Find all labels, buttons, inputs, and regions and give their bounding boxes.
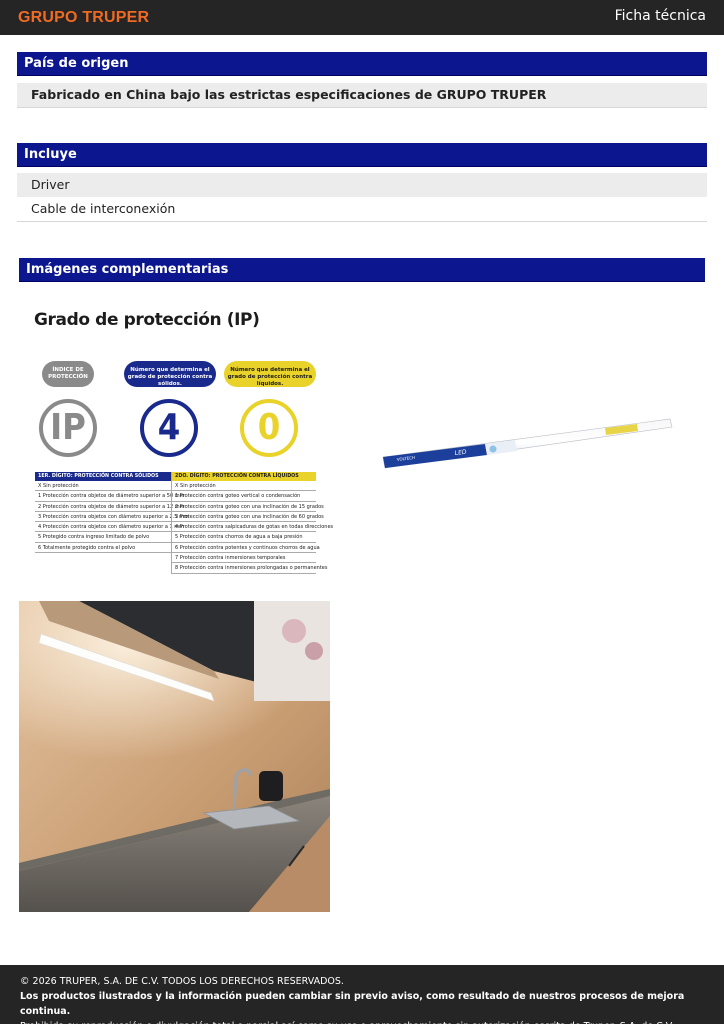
table-row: X Sin protección [35, 481, 171, 491]
table-row: 5 Protección contra chorros de agua a baja presión [172, 532, 316, 542]
solids-table-header: 1ER. DÍGITO: PROTECCIÓN CONTRA SÓLIDOS [35, 472, 171, 481]
table-row: 8 Protección contra inmersiones prolongadas o permanentes [172, 563, 316, 573]
section-title-images: Imágenes complementarias [19, 258, 705, 282]
product-brand-label: VOLTECH [396, 454, 416, 462]
table-row: 2 Protección contra goteo con una inclinación de 15 grados [172, 502, 316, 512]
circle-solid-digit: 4 [140, 399, 198, 457]
circle-liquid-digit: 0 [240, 399, 298, 457]
footer-copyright: © 2026 TRUPER, S.A. DE C.V. TODOS LOS DERECHOS RESERVADOS. [20, 976, 344, 987]
liquids-table [171, 472, 334, 574]
table-row: 6 Protección contra potentes y continuos chorros de agua [172, 543, 316, 553]
table-row: 3 Protección contra objetos con diámetro superior a 2.5 mm [35, 512, 171, 522]
includes-row-cable: Cable de interconexión [31, 201, 176, 216]
circle-ip: IP [39, 399, 97, 457]
top-header [0, 0, 724, 35]
divider [17, 221, 707, 222]
pill-solids: Número que determina el grado de protección contra sólidos. [124, 361, 216, 387]
pill-liquids: Número que determina el grado de protección contra líquidos. [224, 361, 316, 387]
liquids-table-header: 2DO. DÍGITO: PROTECCIÓN CONTRA LÍQUIDOS [172, 472, 316, 481]
led-tube-package-illustration [375, 405, 680, 480]
pill-index: ÍNDICE DE PROTECCIÓN [42, 361, 94, 387]
solids-table [35, 472, 189, 553]
kitchen-installation-photo [19, 601, 330, 912]
page-footer [0, 965, 724, 1032]
section-title-includes: Incluye [17, 143, 707, 167]
divider [17, 107, 707, 108]
table-row: 7 Protección contra inmersiones temporales [172, 553, 316, 563]
table-row: X Sin protección [172, 481, 316, 491]
table-row: 1 Protección contra objetos de diámetro superior a 50 mm [35, 491, 171, 501]
section-title-origin: País de origen [17, 52, 707, 76]
origin-row: Fabricado en China bajo las estrictas especificaciones de GRUPO TRUPER [17, 83, 707, 107]
table-row: 2 Protección contra objetos de diámetro superior a 12 mm [35, 502, 171, 512]
product-led-label: LED [454, 448, 467, 457]
table-row: 3 Protección contra goteo con una inclinación de 60 grados [172, 512, 316, 522]
product-image [375, 405, 680, 480]
table-row: 1 Protección contra goteo vertical o condensación [172, 491, 316, 501]
ip-protection-infographic [19, 295, 334, 585]
table-row: 5 Protegido contra ingreso limitado de polvo [35, 532, 171, 542]
includes-row-driver: Driver [17, 173, 707, 197]
ip-chart-title: Grado de protección (IP) [34, 310, 260, 330]
table-row: 6 Totalmente protegido contra el polvo [35, 543, 171, 553]
footer-legal: Prohibida su reproducción o divulgación total o parcial así como su uso o aprovechamiento sin autorización escrita de Truper, S.A. de C.V. [20, 1021, 675, 1032]
table-row: 4 Protección contra objetos con diámetro superior a 1 mm [35, 522, 171, 532]
footer-notice: Los productos ilustrados y la información pueden cambiar sin previo aviso, como resultado de nuestros procesos de mejora continua. [20, 991, 685, 1017]
kitchen-scene-illustration [19, 601, 330, 912]
table-row: 4 Protección contra salpicaduras de gotas en todas direcciones [172, 522, 316, 532]
brand-logo: GRUPO TRUPER [18, 9, 150, 26]
document-type-label: Ficha técnica [614, 8, 706, 24]
